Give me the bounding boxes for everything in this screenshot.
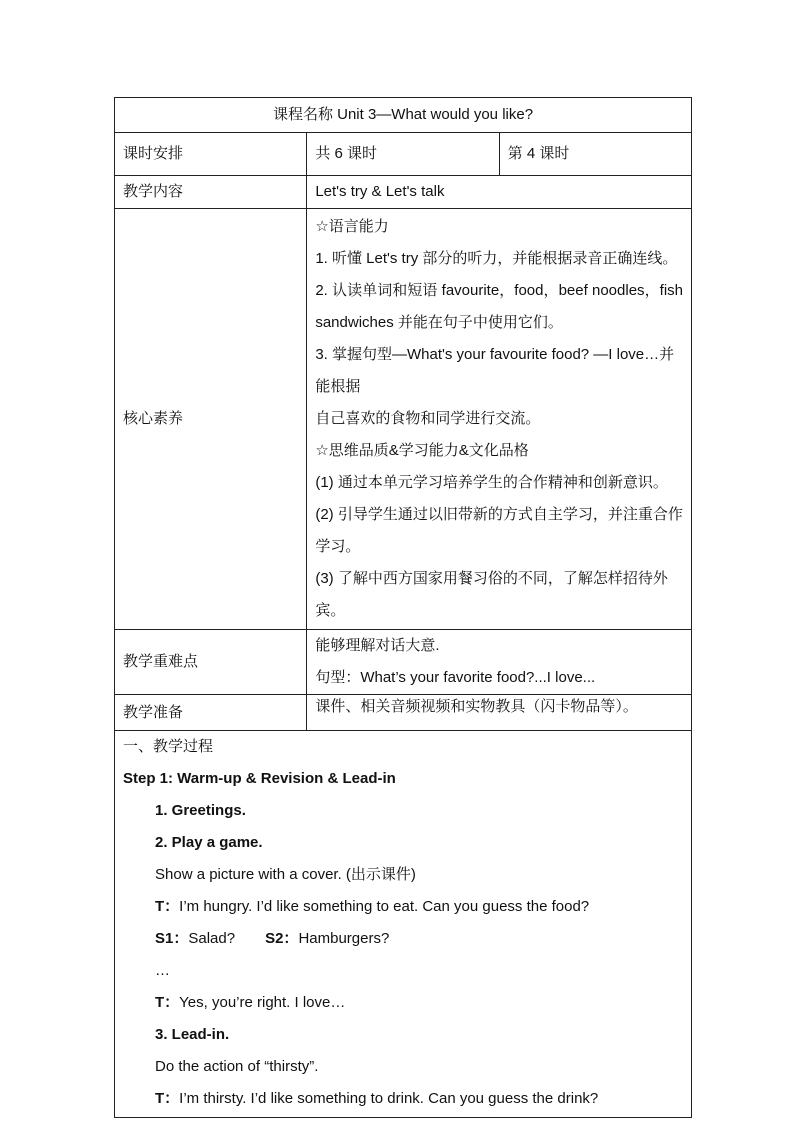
speaker-t2: T： — [155, 994, 180, 1011]
dialogue-line-t2 — [123, 987, 683, 1019]
dialogue-line-students — [123, 923, 683, 955]
core-goal-2: (2) 引导学生通过以旧带新的方式自主学习，并注重合作学习。 — [315, 506, 683, 555]
schedule-label: 课时安排 — [115, 133, 307, 176]
schedule-total: 共 6 课时 — [307, 133, 499, 176]
core-item-3b: 自己喜欢的食物和同学进行交流。 — [315, 410, 541, 427]
prep-label: 教学准备 — [115, 695, 307, 731]
key-value — [307, 630, 692, 695]
speech-t1: I’m hungry. I’d like something to eat. Can you guess the food? — [179, 898, 590, 915]
speaker-t3: T： — [155, 1090, 180, 1107]
ellipsis-line: … — [155, 962, 170, 979]
play-game: 2. Play a game. — [155, 834, 263, 851]
process-heading: 一、教学过程 — [123, 738, 214, 755]
speech-t3: I’m thirsty. I’d like something to drink. Can you guess the drink? — [179, 1090, 599, 1107]
core-value — [307, 209, 692, 630]
speaker-s2: S2： — [265, 930, 299, 947]
speech-t2: Yes, you’re right. I love… — [179, 994, 346, 1011]
core-label: 核心素养 — [115, 209, 307, 630]
core-item-3a: 3. 掌握句型—What's your favourite food? —I love…并能根据 — [315, 346, 675, 395]
core-item-2a: 2. 认读单词和短语 favourite，food，beef noodles，fish — [315, 282, 683, 299]
dialogue-line-t1 — [123, 891, 683, 923]
speaker-s1: S1： — [155, 930, 189, 947]
lesson-plan-table — [114, 97, 692, 1118]
prep-value: 课件、相关音频视频和实物教具（闪卡物品等）。 — [307, 695, 692, 731]
core-heading-language: ☆语言能力 — [315, 218, 389, 235]
key-line-1: 能够理解对话大意. — [315, 637, 440, 654]
thirsty-action: Do the action of “thirsty”. — [155, 1058, 319, 1075]
content-value: Let's try & Let's talk — [307, 176, 692, 209]
show-picture: Show a picture with a cover. (出示课件) — [155, 866, 416, 883]
core-item-1: 1. 听懂 Let's try 部分的听力，并能根据录音正确连线。 — [315, 250, 678, 267]
process-section — [115, 731, 692, 1118]
course-title: 课程名称 Unit 3—What would you like? — [115, 98, 692, 133]
speaker-t1: T： — [155, 898, 180, 915]
core-goal-3: (3) 了解中西方国家用餐习俗的不同，了解怎样招待外宾。 — [315, 570, 668, 619]
greetings: 1. Greetings. — [155, 802, 246, 819]
key-label: 教学重难点 — [115, 630, 307, 695]
content-label: 教学内容 — [115, 176, 307, 209]
schedule-current: 第 4 课时 — [499, 133, 691, 176]
speech-s1: Salad? — [188, 930, 236, 947]
lead-in: 3. Lead-in. — [155, 1026, 230, 1043]
core-item-2b: sandwiches 并能在句子中使用它们。 — [315, 314, 563, 331]
core-goal-1: (1) 通过本单元学习培养学生的合作精神和创新意识。 — [315, 474, 668, 491]
speech-s2: Hamburgers? — [298, 930, 390, 947]
core-heading-thinking: ☆思维品质&学习能力&文化品格 — [315, 442, 529, 459]
key-line-2: 句型：What’s your favorite food?...I love... — [315, 669, 596, 686]
step1-heading: Step 1: Warm-up & Revision & Lead-in — [123, 770, 396, 787]
dialogue-line-t3 — [123, 1083, 683, 1115]
